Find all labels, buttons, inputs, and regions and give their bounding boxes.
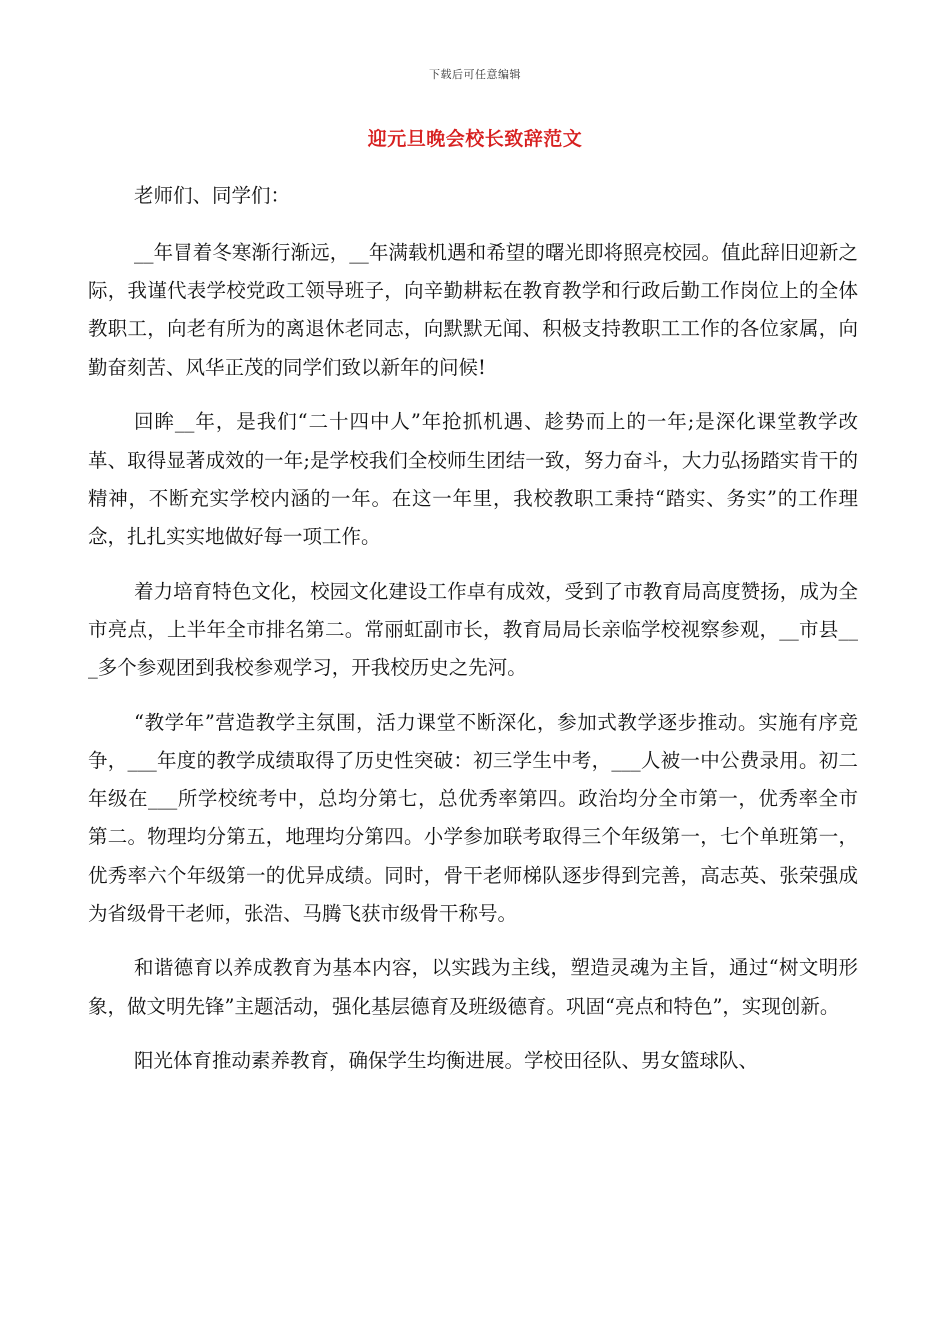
paragraph-2: 回眸__年，是我们“二十四中人”年抢抓机遇、趁势而上的一年;是深化课堂教学改革、取得显著成效的一年;是学校我们全校师生团结一致，努力奋斗，大力弘扬踏实肯干的精神，不断充实学校内涵的一年。在这一年里，我校教职工秉持“踏实、务实”的工作理念，扎扎实实地做好每一项工作。 xyxy=(88,410,858,548)
salutation: 老师们、同学们： xyxy=(134,184,291,207)
header-note: 下载后可任意编辑 xyxy=(429,68,521,81)
document-title: 迎元旦晚会校长致辞范文 xyxy=(367,128,583,150)
paragraph-3: 着力培育特色文化，校园文化建设工作卓有成效，受到了市教育局高度赞扬，成为全市亮点，上半年全市排名第二。常丽虹副市长，教育局局长亲临学校视察参观，__市县___多个参观团到我校参观学习，开我校历史之先河。 xyxy=(88,579,858,680)
paragraph-4: “教学年”营造教学主氛围，活力课堂不断深化，参加式教学逐步推动。实施有序竞争，___年度的教学成绩取得了历史性突破：初三学生中考，___人被一中公费录用。初二年级在___所学校统考中，总均分第七，总优秀率第四。政治均分全市第一，优秀率全市第二。物理均分第五，地理均分第四。小学参加联考取得三个年级第一，七个单班第一，优秀率六个年级第一的优异成绩。同时，骨干老师梯队逐步得到完善，高志英、张荣强成为省级骨干老师，张浩、马腾飞获市级骨干称号。 xyxy=(88,710,858,925)
paragraph-5: 和谐德育以养成教育为基本内容，以实践为主线，塑造灵魂为主旨，通过“树文明形象，做文明先锋”主题活动，强化基层德育及班级德育。巩固“亮点和特色”，实现创新。 xyxy=(88,956,858,1018)
paragraph-1: __年冒着冬寒渐行渐远，__年满载机遇和希望的曙光即将照亮校园。值此辞旧迎新之际，我谨代表学校党政工领导班子，向辛勤耕耘在教育教学和行政后勤工作岗位上的全体教职工，向老有所为的离退休老同志，向默默无闻、积极支持教职工工作的各位家属，向勤奋刻苦、风华正茂的同学们致以新年的问候! xyxy=(88,241,858,379)
document-body xyxy=(88,178,858,1097)
paragraph-6: 阳光体育推动素养教育，确保学生均衡进展。学校田径队、男女篮球队、 xyxy=(134,1049,759,1073)
